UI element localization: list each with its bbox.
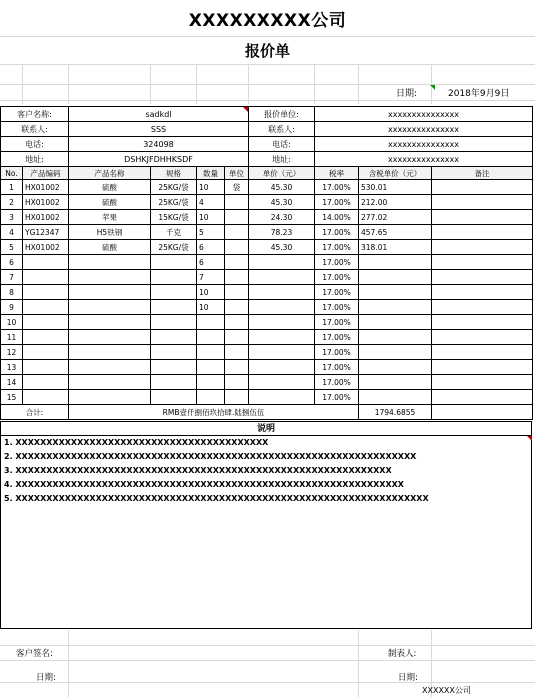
unit-cell[interactable] <box>225 300 249 315</box>
quantity-cell[interactable]: 10 <box>197 300 225 315</box>
date-label: 日期: <box>396 89 418 99</box>
table-row <box>1 285 533 300</box>
remark-cell[interactable] <box>432 285 533 300</box>
product-code-cell[interactable] <box>23 345 69 360</box>
unit-price-cell[interactable] <box>249 375 315 390</box>
tax-inclusive-price-cell[interactable] <box>359 390 432 405</box>
row-no-cell[interactable]: 12 <box>1 345 23 360</box>
tax-rate-cell[interactable]: 17.00% <box>315 330 359 345</box>
grid-line <box>150 64 151 104</box>
tax-inclusive-price-cell[interactable] <box>359 255 432 270</box>
table-row <box>1 330 533 345</box>
spec-cell[interactable]: 15KG/袋 <box>151 210 197 225</box>
comment-marker-icon <box>527 436 532 441</box>
unit-price-cell[interactable] <box>249 285 315 300</box>
tax-rate-cell[interactable]: 17.00% <box>315 180 359 195</box>
spec-cell[interactable]: 25KG/袋 <box>151 195 197 210</box>
table-row <box>1 180 533 195</box>
product-name-cell[interactable] <box>69 285 151 300</box>
total-in-words: RMB壹仟捌佰玖拾肆.陆捌伍伍 <box>69 405 359 420</box>
customer-contact-label: 联系人: <box>1 122 69 137</box>
tax-rate-cell[interactable]: 17.00% <box>315 285 359 300</box>
product-code-cell[interactable] <box>23 390 69 405</box>
tax-rate-cell[interactable]: 17.00% <box>315 255 359 270</box>
unit-price-cell[interactable] <box>249 345 315 360</box>
customer-phone-value[interactable]: 324098 <box>69 137 249 152</box>
row-no-cell[interactable]: 8 <box>1 285 23 300</box>
doc-title: 报价单 <box>244 42 290 60</box>
remark-cell[interactable] <box>432 195 533 210</box>
quantity-cell[interactable]: 10 <box>197 180 225 195</box>
tax-rate-cell[interactable]: 17.00% <box>315 360 359 375</box>
customer-contact-value[interactable]: SSS <box>69 122 249 137</box>
tax-inclusive-price-cell[interactable]: 530.01 <box>359 180 432 195</box>
unit-price-cell[interactable]: 45.30 <box>249 195 315 210</box>
quantity-cell[interactable] <box>197 330 225 345</box>
remark-cell[interactable] <box>432 270 533 285</box>
product-name-cell[interactable] <box>69 345 151 360</box>
supplier-unit-label: 报价单位: <box>249 107 315 122</box>
tax-inclusive-price-cell[interactable] <box>359 300 432 315</box>
row-no-cell[interactable]: 10 <box>1 315 23 330</box>
spec-cell[interactable] <box>151 375 197 390</box>
unit-cell[interactable] <box>225 210 249 225</box>
table-row <box>1 195 533 210</box>
note-line: 3. XXXXXXXXXXXXXXXXXXXXXXXXXXXXXXXXXXXXXXXXXXXXXXXXXXXXXXXXXXXXX <box>4 466 392 475</box>
grid-line <box>196 64 197 104</box>
header-tax: 税率 <box>315 167 359 180</box>
table-row <box>1 210 533 225</box>
info-row <box>1 137 533 152</box>
unit-price-cell[interactable]: 24.30 <box>249 210 315 225</box>
date-value[interactable]: 2018年9月9日 <box>448 89 510 99</box>
product-name-cell[interactable] <box>69 300 151 315</box>
tax-inclusive-price-cell[interactable] <box>359 375 432 390</box>
unit-price-cell[interactable] <box>249 390 315 405</box>
row-no-cell[interactable]: 2 <box>1 195 23 210</box>
note-line: 5. XXXXXXXXXXXXXXXXXXXXXXXXXXXXXXXXXXXXXXXXXXXXXXXXXXXXXXXXXXXXXXXXXXX <box>4 494 429 503</box>
product-name-cell[interactable] <box>69 330 151 345</box>
quantity-cell[interactable]: 4 <box>197 195 225 210</box>
grid-line <box>248 64 249 104</box>
product-name-cell[interactable]: 硫酸 <box>69 180 151 195</box>
unit-price-cell[interactable]: 45.30 <box>249 180 315 195</box>
info-table <box>0 106 533 167</box>
quantity-cell[interactable] <box>197 360 225 375</box>
spec-cell[interactable]: 千克 <box>151 225 197 240</box>
unit-cell[interactable] <box>225 330 249 345</box>
spec-cell[interactable]: 25KG/袋 <box>151 240 197 255</box>
spec-cell[interactable] <box>151 255 197 270</box>
product-name-cell[interactable] <box>69 270 151 285</box>
notes-title: 说明 <box>0 421 532 436</box>
customer-name-cell[interactable] <box>69 107 249 122</box>
info-row <box>1 122 533 137</box>
quantity-cell[interactable]: 10 <box>197 210 225 225</box>
spec-cell[interactable] <box>151 345 197 360</box>
grid-line <box>314 64 315 104</box>
tax-rate-cell[interactable]: 14.00% <box>315 210 359 225</box>
product-code-cell[interactable] <box>23 270 69 285</box>
header-unit: 单位 <box>225 167 249 180</box>
product-name-cell[interactable] <box>69 375 151 390</box>
tax-inclusive-price-cell[interactable]: 277.02 <box>359 210 432 225</box>
remark-cell[interactable] <box>432 240 533 255</box>
unit-cell[interactable] <box>225 225 249 240</box>
spec-cell[interactable] <box>151 330 197 345</box>
header-code: 产品编码 <box>23 167 69 180</box>
note-line: 4. XXXXXXXXXXXXXXXXXXXXXXXXXXXXXXXXXXXXXXXXXXXXXXXXXXXXXXXXXXXXXXX <box>4 480 404 489</box>
spec-cell[interactable] <box>151 315 197 330</box>
supplier-address-label: 地址: <box>249 152 315 167</box>
quantity-cell[interactable]: 7 <box>197 270 225 285</box>
unit-price-cell[interactable]: 78.23 <box>249 225 315 240</box>
grid-line <box>0 645 535 646</box>
remark-cell[interactable] <box>432 315 533 330</box>
grid-line <box>0 36 535 37</box>
comment-marker-icon <box>243 107 248 112</box>
remark-cell[interactable] <box>432 180 533 195</box>
table-row <box>1 255 533 270</box>
row-no-cell[interactable]: 13 <box>1 360 23 375</box>
footer-company-name: XXXXXX公司 <box>422 686 471 695</box>
grid-line <box>0 64 535 65</box>
remark-cell[interactable] <box>432 345 533 360</box>
product-code-cell[interactable] <box>23 300 69 315</box>
quantity-cell[interactable] <box>197 390 225 405</box>
unit-price-cell[interactable] <box>249 315 315 330</box>
product-code-cell[interactable]: HX01002 <box>23 195 69 210</box>
row-no-cell[interactable]: 4 <box>1 225 23 240</box>
unit-cell[interactable] <box>225 270 249 285</box>
unit-cell[interactable] <box>225 315 249 330</box>
header-spec: 规格 <box>151 167 197 180</box>
tax-inclusive-price-cell[interactable] <box>359 285 432 300</box>
product-code-cell[interactable]: HX01002 <box>23 180 69 195</box>
grid-line <box>68 630 69 697</box>
customer-name-label: 客户名称: <box>1 107 69 122</box>
table-row <box>1 225 533 240</box>
product-code-cell[interactable] <box>23 315 69 330</box>
remark-cell[interactable] <box>432 255 533 270</box>
row-no-cell[interactable]: 9 <box>1 300 23 315</box>
product-code-cell[interactable] <box>23 330 69 345</box>
header-no: No. <box>1 167 23 180</box>
tax-rate-cell[interactable]: 17.00% <box>315 390 359 405</box>
unit-price-cell[interactable] <box>249 270 315 285</box>
company-title: XXXXXXXXX公司 <box>188 11 347 31</box>
product-name-cell[interactable]: 苹果 <box>69 210 151 225</box>
row-no-cell[interactable]: 15 <box>1 390 23 405</box>
supplier-contact-value[interactable]: xxxxxxxxxxxxxxx <box>315 122 533 137</box>
unit-cell[interactable] <box>225 285 249 300</box>
remark-cell[interactable] <box>432 330 533 345</box>
tax-rate-cell[interactable]: 17.00% <box>315 240 359 255</box>
spec-cell[interactable] <box>151 390 197 405</box>
unit-cell[interactable] <box>225 255 249 270</box>
tax-rate-cell[interactable]: 17.00% <box>315 375 359 390</box>
unit-cell[interactable] <box>225 360 249 375</box>
product-name-cell[interactable]: 硫酸 <box>69 240 151 255</box>
unit-price-cell[interactable]: 45.30 <box>249 240 315 255</box>
header-price: 单价（元） <box>249 167 315 180</box>
product-code-cell[interactable]: YG12347 <box>23 225 69 240</box>
spec-cell[interactable]: 25KG/袋 <box>151 180 197 195</box>
grid-line <box>0 84 535 85</box>
supplier-phone-label: 电话: <box>249 137 315 152</box>
table-row <box>1 240 533 255</box>
row-no-cell[interactable]: 5 <box>1 240 23 255</box>
info-row <box>1 107 533 122</box>
tax-inclusive-price-cell[interactable] <box>359 345 432 360</box>
product-name-cell[interactable] <box>69 315 151 330</box>
items-header-row <box>1 167 533 180</box>
spec-cell[interactable] <box>151 270 197 285</box>
remark-cell[interactable] <box>432 210 533 225</box>
quantity-cell[interactable]: 5 <box>197 225 225 240</box>
unit-cell[interactable] <box>225 390 249 405</box>
unit-cell[interactable] <box>225 240 249 255</box>
total-remark[interactable] <box>432 405 533 420</box>
unit-price-cell[interactable] <box>249 255 315 270</box>
date-label-left: 日期: <box>36 673 56 683</box>
product-code-cell[interactable]: HX01002 <box>23 240 69 255</box>
row-no-cell[interactable]: 3 <box>1 210 23 225</box>
unit-price-cell[interactable] <box>249 360 315 375</box>
product-code-cell[interactable] <box>23 255 69 270</box>
maker-label: 制表人: <box>388 649 417 659</box>
table-row <box>1 360 533 375</box>
supplier-contact-label: 联系人: <box>249 122 315 137</box>
table-row <box>1 375 533 390</box>
total-label: 合计: <box>1 405 69 420</box>
tax-inclusive-price-cell[interactable] <box>359 330 432 345</box>
quantity-cell[interactable] <box>197 315 225 330</box>
grid-line <box>358 64 359 104</box>
product-name-cell[interactable] <box>69 360 151 375</box>
unit-cell[interactable]: 袋 <box>225 180 249 195</box>
tax-rate-cell[interactable]: 17.00% <box>315 345 359 360</box>
grid-line <box>0 100 535 101</box>
header-qty: 数量 <box>197 167 225 180</box>
tax-rate-cell[interactable]: 17.00% <box>315 195 359 210</box>
row-no-cell[interactable]: 11 <box>1 330 23 345</box>
supplier-unit-value[interactable]: xxxxxxxxxxxxxxx <box>315 107 533 122</box>
grid-line <box>0 660 535 661</box>
tax-inclusive-price-cell[interactable] <box>359 360 432 375</box>
grid-line <box>68 64 69 104</box>
product-name-cell[interactable] <box>69 390 151 405</box>
customer-address-label: 地址: <box>1 152 69 167</box>
product-name-cell[interactable] <box>69 255 151 270</box>
grid-line <box>358 630 359 697</box>
customer-phone-label: 电话: <box>1 137 69 152</box>
remark-cell[interactable] <box>432 300 533 315</box>
unit-price-cell[interactable] <box>249 300 315 315</box>
quantity-cell[interactable] <box>197 375 225 390</box>
tax-rate-cell[interactable]: 17.00% <box>315 225 359 240</box>
info-row <box>1 152 533 167</box>
supplier-phone-value[interactable]: xxxxxxxxxxxxxxx <box>315 137 533 152</box>
tax-rate-cell[interactable]: 17.00% <box>315 300 359 315</box>
customer-address-value[interactable]: DSHKJFDHHKSDF <box>69 152 249 167</box>
grid-line <box>0 682 535 683</box>
row-no-cell[interactable]: 7 <box>1 270 23 285</box>
product-code-cell[interactable] <box>23 375 69 390</box>
table-row <box>1 345 533 360</box>
comment-marker-icon <box>430 85 435 90</box>
note-line: 1. XXXXXXXXXXXXXXXXXXXXXXXXXXXXXXXXXXXXXXXXX <box>4 438 269 447</box>
grid-line <box>431 64 432 104</box>
unit-cell[interactable] <box>225 195 249 210</box>
unit-cell[interactable] <box>225 345 249 360</box>
remark-cell[interactable] <box>432 360 533 375</box>
unit-cell[interactable] <box>225 375 249 390</box>
remark-cell[interactable] <box>432 375 533 390</box>
product-name-cell[interactable]: H5铁钢 <box>69 225 151 240</box>
row-no-cell[interactable]: 6 <box>1 255 23 270</box>
tax-inclusive-price-cell[interactable] <box>359 270 432 285</box>
date-label-right: 日期: <box>398 673 418 683</box>
product-code-cell[interactable] <box>23 285 69 300</box>
header-tax-price: 含税单价（元） <box>359 167 432 180</box>
customer-name-value: sadkdl <box>145 109 172 119</box>
row-no-cell[interactable]: 14 <box>1 375 23 390</box>
unit-price-cell[interactable] <box>249 330 315 345</box>
header-remark: 备注 <box>432 167 533 180</box>
product-code-cell[interactable] <box>23 360 69 375</box>
total-value[interactable]: 1794.6855 <box>359 405 432 420</box>
product-code-cell[interactable]: HX01002 <box>23 210 69 225</box>
supplier-address-value[interactable]: xxxxxxxxxxxxxxx <box>315 152 533 167</box>
total-row <box>1 405 533 420</box>
table-row <box>1 315 533 330</box>
items-body <box>1 180 533 405</box>
tax-inclusive-price-cell[interactable]: 318.01 <box>359 240 432 255</box>
spec-cell[interactable] <box>151 300 197 315</box>
quantity-cell[interactable] <box>197 345 225 360</box>
quantity-cell[interactable]: 6 <box>197 240 225 255</box>
remark-cell[interactable] <box>432 225 533 240</box>
tax-inclusive-price-cell[interactable]: 457.65 <box>359 225 432 240</box>
spec-cell[interactable] <box>151 285 197 300</box>
table-row <box>1 300 533 315</box>
header-product-name: 产品名称 <box>69 167 151 180</box>
tax-rate-cell[interactable]: 17.00% <box>315 315 359 330</box>
quantity-cell[interactable]: 10 <box>197 285 225 300</box>
customer-sign-label: 客户签名: <box>16 649 53 659</box>
tax-inclusive-price-cell[interactable] <box>359 315 432 330</box>
quantity-cell[interactable]: 6 <box>197 255 225 270</box>
tax-rate-cell[interactable]: 17.00% <box>315 270 359 285</box>
row-no-cell[interactable]: 1 <box>1 180 23 195</box>
remark-cell[interactable] <box>432 390 533 405</box>
table-row <box>1 390 533 405</box>
product-name-cell[interactable]: 硫酸 <box>69 195 151 210</box>
tax-inclusive-price-cell[interactable]: 212.00 <box>359 195 432 210</box>
spec-cell[interactable] <box>151 360 197 375</box>
items-table <box>0 166 533 420</box>
note-line: 2. XXXXXXXXXXXXXXXXXXXXXXXXXXXXXXXXXXXXXXXXXXXXXXXXXXXXXXXXXXXXXXXXX <box>4 452 417 461</box>
table-row <box>1 270 533 285</box>
grid-line <box>22 64 23 104</box>
